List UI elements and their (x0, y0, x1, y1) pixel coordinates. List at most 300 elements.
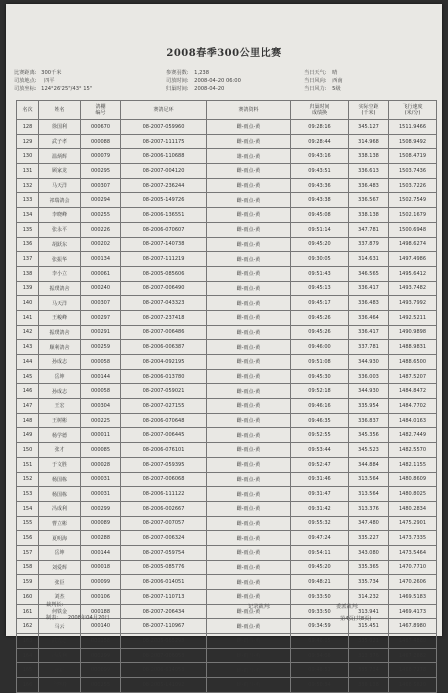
distance-cell: 346.565 (349, 266, 389, 281)
results-body (17, 120, 437, 693)
ring-number-cell: 08-2006-614053 (121, 663, 207, 678)
distance-cell: 335.365 (349, 560, 389, 575)
ring-number-cell: 08-2007-006445 (121, 428, 207, 443)
distance-cell: 344.930 (349, 384, 389, 399)
speed-cell: 1480.8609 (389, 472, 437, 487)
table-row (17, 178, 437, 193)
table-row (17, 369, 437, 384)
rank-cell: 162 (17, 619, 39, 634)
ring-number-cell: 08-2006-013780 (121, 369, 207, 384)
bird-info-cell: 雌-雨点-黄 (207, 443, 291, 458)
ring-number-cell: 08-2007-237418 (121, 310, 207, 325)
make-date: 2008年04月20日 (67, 615, 110, 621)
return-time-cell: 09:46:05 (291, 634, 349, 649)
speed-cell: 1500.6948 (389, 222, 437, 237)
distance-cell: 336.464 (349, 310, 389, 325)
rank-cell: 151 (17, 457, 39, 472)
distance-cell: 344.930 (349, 355, 389, 370)
name-cell: 冯成利 (39, 648, 81, 663)
rank-cell: 134 (17, 208, 39, 223)
loft-code-cell: 000031 (81, 487, 121, 502)
distance-cell: 335.021 (349, 634, 389, 649)
distance-cell: 345.523 (349, 443, 389, 458)
rank-cell: 156 (17, 531, 39, 546)
table-row (17, 164, 437, 179)
name-cell: 武子孝 (39, 134, 81, 149)
rank-cell: 141 (17, 310, 39, 325)
loft-code-cell: 000299 (81, 648, 121, 663)
ring-number-cell: 08-2007-004120 (121, 164, 207, 179)
loft-code-cell: 000106 (81, 590, 121, 605)
ring-number-cell: 08-2007-006324 (121, 531, 207, 546)
name-cell: 王树彬 (39, 413, 81, 428)
distance-cell: 347.480 (349, 516, 389, 531)
bird-info-cell: 雌-雨点-黄 (207, 237, 291, 252)
name-cell: 孙成志 (39, 355, 81, 370)
loft-code-cell: 000188 (81, 604, 121, 619)
name-cell: 王峻峰 (39, 310, 81, 325)
table-row (17, 296, 437, 311)
rank-cell: 144 (17, 355, 39, 370)
loft-code-cell: 000259 (81, 340, 121, 355)
bird-info-cell: 雌-雨点-黄 (207, 384, 291, 399)
loft-code-cell: 000011 (81, 428, 121, 443)
bird-info-cell: 雌-雨点-黄 (207, 310, 291, 325)
table-row (17, 208, 437, 223)
bird-info-cell: 雌-雨点-黄 (207, 134, 291, 149)
distance-cell: 313.941 (349, 604, 389, 619)
name-cell: 何铁金 (39, 604, 81, 619)
table-row (17, 487, 437, 502)
return-time-cell: 09:45:20 (291, 560, 349, 575)
speed-cell: 1502.7549 (389, 193, 437, 208)
speed-cell: 1473.5464 (389, 545, 437, 560)
loft-code-cell: 000085 (81, 443, 121, 458)
table-row (17, 663, 437, 678)
bird-info-cell: 雌-雨点-黄 (207, 340, 291, 355)
distance-cell: 335.227 (349, 531, 389, 546)
speed-cell: 1470.2606 (389, 575, 437, 590)
weather-value: 晴 (332, 70, 338, 76)
return-time-cell: 09:31:46 (291, 472, 349, 487)
name-cell: 个晓峰 (39, 678, 81, 693)
release-time-label: 司放时间: (166, 78, 189, 84)
speed-cell: 1488.9831 (389, 340, 437, 355)
page-title: 2008春季300公里比赛 (166, 48, 282, 59)
speed-cell: 1502.1679 (389, 208, 437, 223)
ring-number-cell: 08-2005-141092 (121, 678, 207, 693)
bird-info-cell: 雌-雨点-黄 (207, 178, 291, 193)
speed-cell: 1482.7449 (389, 428, 437, 443)
return-time-cell: 09:48:21 (291, 575, 349, 590)
return-time-label: 归巢时间: (166, 86, 189, 92)
return-time-header: 归巢时间 成绩换 (291, 101, 349, 120)
distance-cell: 335.734 (349, 575, 389, 590)
bird-info-cell: 雌-雨点-黄 (207, 193, 291, 208)
name-cell: 冯成利 (39, 501, 81, 516)
bird-info-cell: 雄-雨点-黄 (207, 149, 291, 164)
distance-cell: 338.138 (349, 149, 389, 164)
speed-cell: 1508.4719 (389, 149, 437, 164)
return-time-cell: 09:55:32 (291, 516, 349, 531)
bird-info-cell: 雌-雨点-黄 (207, 545, 291, 560)
rank-cell: 132 (17, 178, 39, 193)
name-cell: 夏明海 (39, 531, 81, 546)
distance-cell: 314.968 (349, 134, 389, 149)
distance-header: 实际空距 (千米) (349, 101, 389, 120)
ring-number-cell: 08-2007-059754 (121, 545, 207, 560)
return-time-cell: 09:46:35 (291, 413, 349, 428)
loft-code-cell: 000061 (81, 266, 121, 281)
speed-cell: 1470.7710 (389, 560, 437, 575)
wind-force-info (304, 85, 341, 92)
rank-cell: 165 (17, 663, 39, 678)
release-coord-info (14, 85, 92, 92)
distance-cell: 313.564 (349, 487, 389, 502)
rank-cell: 166 (17, 678, 39, 693)
wind-direction-info (304, 77, 343, 84)
table-row (17, 149, 437, 164)
table-row (17, 193, 437, 208)
distance-cell: 336.417 (349, 281, 389, 296)
bird-info-cell: 雌-雨点-黄 (207, 355, 291, 370)
name-cell: 徐国利 (39, 120, 81, 135)
ring-number-cell: 08-2007-027155 (121, 399, 207, 414)
name-cell: 张臣 (39, 663, 81, 678)
table-row (17, 252, 437, 267)
speed-cell: 1490.9898 (389, 325, 437, 340)
bird-info-cell: 雌-雨点-黄 (207, 604, 291, 619)
rank-cell: 136 (17, 237, 39, 252)
return-time-cell: 09:52:55 (291, 428, 349, 443)
loft-code-cell: 000144 (81, 369, 121, 384)
table-row (17, 222, 437, 237)
ring-number-cell: 08-2007-007057 (121, 516, 207, 531)
table-row (17, 619, 437, 634)
distance-label: 比赛距离: (14, 70, 37, 76)
return-time-cell: 09:45:26 (291, 325, 349, 340)
return-time-info (166, 85, 224, 92)
rank-cell: 154 (17, 501, 39, 516)
loft-code-cell: 000140 (81, 619, 121, 634)
rank-header: 名次 (17, 101, 39, 120)
return-time-cell: 09:45:13 (291, 281, 349, 296)
rank-cell: 130 (17, 149, 39, 164)
loft-code-cell: 000144 (81, 545, 121, 560)
table-row (17, 472, 437, 487)
ring-number-cell: 08-2007-236244 (121, 178, 207, 193)
return-time-cell: 09:50:34 (291, 678, 349, 693)
speed-cell: 1469.5183 (389, 590, 437, 605)
name-cell: 岳坤 (39, 545, 81, 560)
bird-info-cell: 雌-雨点-黄 (207, 619, 291, 634)
name-cell: 杨国栋 (39, 472, 81, 487)
ring-number-cell: 08-2007-059960 (121, 120, 207, 135)
wind-force-label: 当日风力: (304, 86, 327, 92)
supervisor-label: 委派裁判: (336, 604, 359, 610)
distance-cell: 344.884 (349, 457, 389, 472)
return-time-cell: 09:34:59 (291, 619, 349, 634)
rank-cell: 158 (17, 560, 39, 575)
speed-cell: 1492.5211 (389, 310, 437, 325)
return-time-cell: 09:45:17 (291, 296, 349, 311)
table-row (17, 457, 437, 472)
entries-value: 1,238 (194, 70, 210, 76)
bird-info-cell: 雌-雨点-黄 (207, 222, 291, 237)
bird-info-cell: 雌-雨点-黄 (207, 648, 291, 663)
return-time-cell: 09:28:16 (291, 120, 349, 135)
loft-code-cell: 000255 (81, 678, 121, 693)
distance-cell: 345.356 (349, 428, 389, 443)
distance-value: 300千米 (41, 70, 62, 76)
loft-code-cell: 000088 (81, 134, 121, 149)
name-cell: 振璞鸽舍 (39, 281, 81, 296)
loft-code-cell: 000255 (81, 208, 121, 223)
name-cell: 张臣 (39, 575, 81, 590)
ring-number-cell: 08-2007-043323 (121, 296, 207, 311)
loft-code-cell: 000288 (81, 531, 121, 546)
return-time-cell: 09:48:51 (291, 663, 349, 678)
release-time-info (166, 77, 241, 84)
table-row (17, 310, 437, 325)
table-row (17, 413, 437, 428)
speed-cell: 1475.2901 (389, 516, 437, 531)
table-row (17, 340, 437, 355)
rank-cell: 140 (17, 296, 39, 311)
ring-number-cell: 08-2007-059395 (121, 457, 207, 472)
loft-code-cell: 000226 (81, 222, 121, 237)
speed-cell: 1473.7335 (389, 531, 437, 546)
return-time-cell: 09:31:42 (291, 501, 349, 516)
name-cell: 张永平 (39, 222, 81, 237)
name-cell: 顺利鸽舍 (39, 340, 81, 355)
loft-code-cell: 000307 (81, 296, 121, 311)
rank-cell: 137 (17, 252, 39, 267)
entries-label: 参赛羽数: (166, 70, 189, 76)
return-time-cell: 09:43:36 (291, 178, 349, 193)
table-row (17, 648, 437, 663)
ring-number-cell: 08-2004-092195 (121, 355, 207, 370)
distance-cell: 336.837 (349, 413, 389, 428)
bird-info-cell: 雌-雨点-黄 (207, 252, 291, 267)
bird-info-header: 赛鸽资料 (207, 101, 291, 120)
name-cell: 马天洋 (39, 178, 81, 193)
name-cell: 杨国栋 (39, 487, 81, 502)
bird-info-cell: 雌-雨点-黄 (207, 399, 291, 414)
ring-number-cell: 08-2007-206434 (121, 604, 207, 619)
name-cell: 曹立彬 (39, 516, 81, 531)
distance-cell: 336.483 (349, 296, 389, 311)
loft-code-cell: 000079 (81, 149, 121, 164)
bird-info-cell: 雌-雨点-黄 (207, 208, 291, 223)
rank-cell: 133 (17, 193, 39, 208)
return-time-cell: 09:33:50 (291, 604, 349, 619)
ring-number-cell: 08-2005-085606 (121, 266, 207, 281)
rank-cell: 147 (17, 399, 39, 414)
loft-code-cell: 000134 (81, 252, 121, 267)
distance-cell: 337.781 (349, 340, 389, 355)
table-row (17, 355, 437, 370)
return-time-cell: 09:52:47 (291, 457, 349, 472)
maker-label: 制表: (46, 615, 59, 621)
speed-cell: 1498.6274 (389, 237, 437, 252)
bird-info-cell: 雌-雨点-黄 (207, 413, 291, 428)
loft-code-cell: 000294 (81, 193, 121, 208)
bird-info-cell: 雌-雨点-黄 (207, 634, 291, 649)
loft-code-cell: 000240 (81, 281, 121, 296)
return-time-cell: 09:53:44 (291, 443, 349, 458)
name-cell: 胡跃东 (39, 237, 81, 252)
ring-number-cell: 08-2007-006068 (121, 472, 207, 487)
release-coord-label: 司放坐标: (14, 86, 37, 92)
distance-cell: 338.138 (349, 678, 389, 693)
distance-info (14, 69, 61, 76)
speed-cell: 1469.4173 (389, 604, 437, 619)
ring-number-cell: 08-2007-140738 (121, 237, 207, 252)
ring-number-cell: 08-2006-002667 (121, 501, 207, 516)
name-cell: 温炳辉 (39, 149, 81, 164)
bird-info-cell: 雌-雨点-黄 (207, 560, 291, 575)
loft-code-cell: 000018 (81, 560, 121, 575)
return-time-cell: 09:45:30 (291, 369, 349, 384)
rank-cell: 159 (17, 575, 39, 590)
bird-info-cell: 雌-雨点-黄 (207, 663, 291, 678)
distance-cell: 336.613 (349, 164, 389, 179)
rank-cell: 129 (17, 134, 39, 149)
wind-force-value: 5级 (332, 86, 341, 92)
return-time-cell: 09:45:26 (291, 310, 349, 325)
speed-cell: 1467.4880 (389, 634, 437, 649)
bird-info-cell: 雌-雨点-黄 (207, 487, 291, 502)
return-time-cell: 09:47:24 (291, 531, 349, 546)
loft-code-cell: 000158 (81, 634, 121, 649)
ring-number-cell: 08-2007-059021 (121, 384, 207, 399)
name-cell: 马天洋 (39, 296, 81, 311)
ring-number-cell: 08-2006-070648 (121, 413, 207, 428)
rank-cell: 152 (17, 472, 39, 487)
return-time-cell: 09:46:16 (291, 399, 349, 414)
name-cell: 马云 (39, 619, 81, 634)
table-row (17, 560, 437, 575)
referee-label: 裁判长: (46, 602, 64, 608)
distance-cell: 337.879 (349, 237, 389, 252)
speed-cell: 1488.6500 (389, 355, 437, 370)
return-time-value: 2008-04-20 (194, 86, 225, 92)
results-sheet (6, 4, 442, 689)
bird-info-cell: 雌-雨点-黄 (207, 531, 291, 546)
ring-number-cell: 08-2007-006053 (121, 648, 207, 663)
speed-cell: 1482.1155 (389, 457, 437, 472)
distance-cell: 336.483 (349, 178, 389, 193)
speed-cell: 1493.7482 (389, 281, 437, 296)
wind-direction-label: 当日风向: (304, 78, 327, 84)
distance-cell: 313.376 (349, 501, 389, 516)
name-cell: 张振华 (39, 252, 81, 267)
rank-cell: 157 (17, 545, 39, 560)
table-row (17, 575, 437, 590)
ring-number-cell: 08-2007-006486 (121, 325, 207, 340)
ring-number-cell: 08-2006-111122 (121, 487, 207, 502)
distance-cell: 345.127 (349, 120, 389, 135)
table-row (17, 443, 437, 458)
ring-number-cell: 08-2007-110967 (121, 619, 207, 634)
loft-code-cell: 000028 (81, 457, 121, 472)
speed-cell: 1484.0163 (389, 413, 437, 428)
speed-cell: 1508.9492 (389, 134, 437, 149)
name-cell: 振璞鸽舍 (39, 325, 81, 340)
ring-number-cell: 08-2005-149726 (121, 193, 207, 208)
bird-info-cell: 雌-雨点-黄 (207, 369, 291, 384)
ring-number-cell: 08-2006-070607 (121, 222, 207, 237)
page-number: 第4页(共8页) (340, 616, 372, 622)
rank-cell: 131 (17, 164, 39, 179)
bird-info-cell: 雌-雨点-黄 (207, 516, 291, 531)
table-row (17, 678, 437, 693)
table-row (17, 134, 437, 149)
rank-cell: 138 (17, 266, 39, 281)
loft-code-cell: 000299 (81, 501, 121, 516)
table-header-row (17, 101, 437, 120)
loft-code-cell: 000058 (81, 355, 121, 370)
ring-number-cell: 08-2005-085298 (121, 634, 207, 649)
speed-cell: 1503.7226 (389, 178, 437, 193)
distance-cell: 314.232 (349, 590, 389, 605)
table-row (17, 531, 437, 546)
loft-code-cell: 000670 (81, 120, 121, 135)
distance-cell: 343.080 (349, 545, 389, 560)
table-row (17, 501, 437, 516)
loft-code-cell: 000297 (81, 310, 121, 325)
distance-cell: 313.376 (349, 648, 389, 663)
loft-code-cell: 000202 (81, 237, 121, 252)
table-row (17, 281, 437, 296)
name-cell: 李晓峰 (39, 208, 81, 223)
distance-cell: 335.954 (349, 399, 389, 414)
release-place-info (14, 77, 55, 84)
name-cell: 祁瑞鸽会 (39, 193, 81, 208)
distance-cell: 338.138 (349, 208, 389, 223)
loft-code-cell: 000295 (81, 164, 121, 179)
table-row (17, 384, 437, 399)
results-table (16, 100, 437, 693)
ring-number-cell: 08-2006-136551 (121, 208, 207, 223)
name-cell: 于文胜 (39, 457, 81, 472)
speed-cell: 1484.8472 (389, 384, 437, 399)
bird-info-cell: 雌-雨点-黄 (207, 501, 291, 516)
table-row (17, 266, 437, 281)
name-cell: 顾家龙 (39, 164, 81, 179)
return-time-cell: 09:52:18 (291, 384, 349, 399)
loft-code-cell: 000031 (81, 472, 121, 487)
rank-cell: 135 (17, 222, 39, 237)
return-time-cell: 09:51:08 (291, 355, 349, 370)
ring-number-cell: 08-2007-006490 (121, 281, 207, 296)
distance-cell: 336.003 (349, 369, 389, 384)
table-row (17, 325, 437, 340)
speed-cell: 1480.2834 (389, 501, 437, 516)
speed-cell: 1466.7278 (389, 663, 437, 678)
bird-info-cell: 雌-雨点-黄 (207, 428, 291, 443)
return-time-cell: 09:43:38 (291, 193, 349, 208)
rank-cell: 149 (17, 428, 39, 443)
ring-number-cell: 08-2007-111219 (121, 252, 207, 267)
rank-cell: 150 (17, 443, 39, 458)
return-time-cell: 09:43:51 (291, 164, 349, 179)
release-place-label: 司放地点: (14, 78, 37, 84)
rank-cell: 160 (17, 590, 39, 605)
return-time-cell: 09:30:05 (291, 252, 349, 267)
ring-number-cell: 08-2006-006387 (121, 340, 207, 355)
